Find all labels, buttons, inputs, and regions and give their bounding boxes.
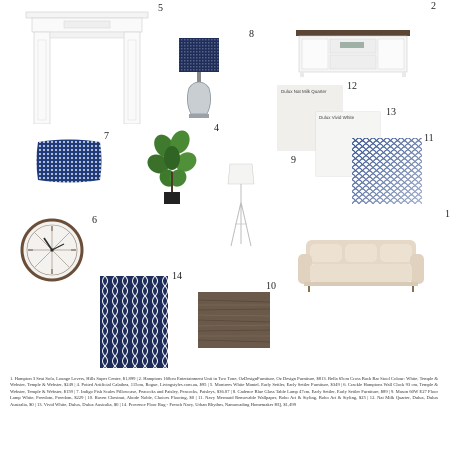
wallpaper-image [352, 138, 422, 204]
mantel-image [24, 10, 150, 124]
floor-lamp-image [226, 162, 256, 248]
pillow-image [34, 136, 104, 186]
label-1: 1 [445, 209, 450, 220]
wall-clock-image [20, 218, 84, 282]
label-7: 7 [104, 131, 109, 142]
label-14: 14 [172, 271, 182, 282]
swatch-label-12: Dulux Nat Milk Quarter [281, 89, 327, 94]
potted-plant-image [146, 128, 198, 208]
label-2: 2 [431, 1, 436, 12]
label-10: 10 [266, 281, 276, 292]
label-4: 4 [214, 123, 219, 134]
label-5: 5 [158, 3, 163, 14]
table-lamp-image [175, 36, 223, 122]
sofa-image [296, 236, 426, 294]
flooring-image [198, 292, 270, 348]
product-list-caption: 1. Hampton 3 Seat Sofa, Lounge Lovers, Hills Super Centre, $1,899 | 2. Hamptons 160cm Entertainment Unit in Two Tone, OzDesignFurniture, Oz Design Furniture, $813. Bella 65cm Cross Back Bar Stool Colour: White, Temple & Webster, Temple & Webster, $249 | 4. Potted Artificial Calathea, 115cm, Rogue, Livingstyles.com.au, $95 | 5. Montrees White Mantel, Early Settler, Early Settler Furniture, $349 | 6. Crackle Hamptons Wall Clock 93 cm, Temple & Webster, Temple & Webster, $159 | 7. Indigo Fish Scales Pillowcase, Peacocks and Paisley, Peacocks, Paisleys, $36.07 | 8. Cadence Blue Glass Table Lamp 47cm, Early Settler, Early Settler Furniture, $89 | 9. Mason 60W E27 Floor Lamp White, Freedom, Freedom, $229 | 10. Raven Chestnut, Abode Noble, Choices Flooring, $0 | 11. Navy Mermaid Removable Wallpaper, Boho Art & Styling, Boho Art & Styling, $25 | 12. Nat Milk Quarter, Dulux, Dulux Australia, $0 | 13. Vivid White, Dulux, Dulux Australia, $0 | 14. Provence Floor Rug - French Navy, Urban Rhythm, Namawading Homemaker HQ, $1,499 [10, 376, 438, 407]
label-6: 6 [92, 215, 97, 226]
label-8: 8 [249, 29, 254, 40]
entertainment-unit-image [296, 30, 410, 78]
label-12: 12 [347, 81, 357, 92]
label-9: 9 [291, 155, 296, 166]
label-13: 13 [386, 107, 396, 118]
label-11: 11 [424, 133, 434, 144]
swatch-label-13: Dulux Vivid White [319, 115, 355, 120]
rug-image [100, 276, 168, 368]
